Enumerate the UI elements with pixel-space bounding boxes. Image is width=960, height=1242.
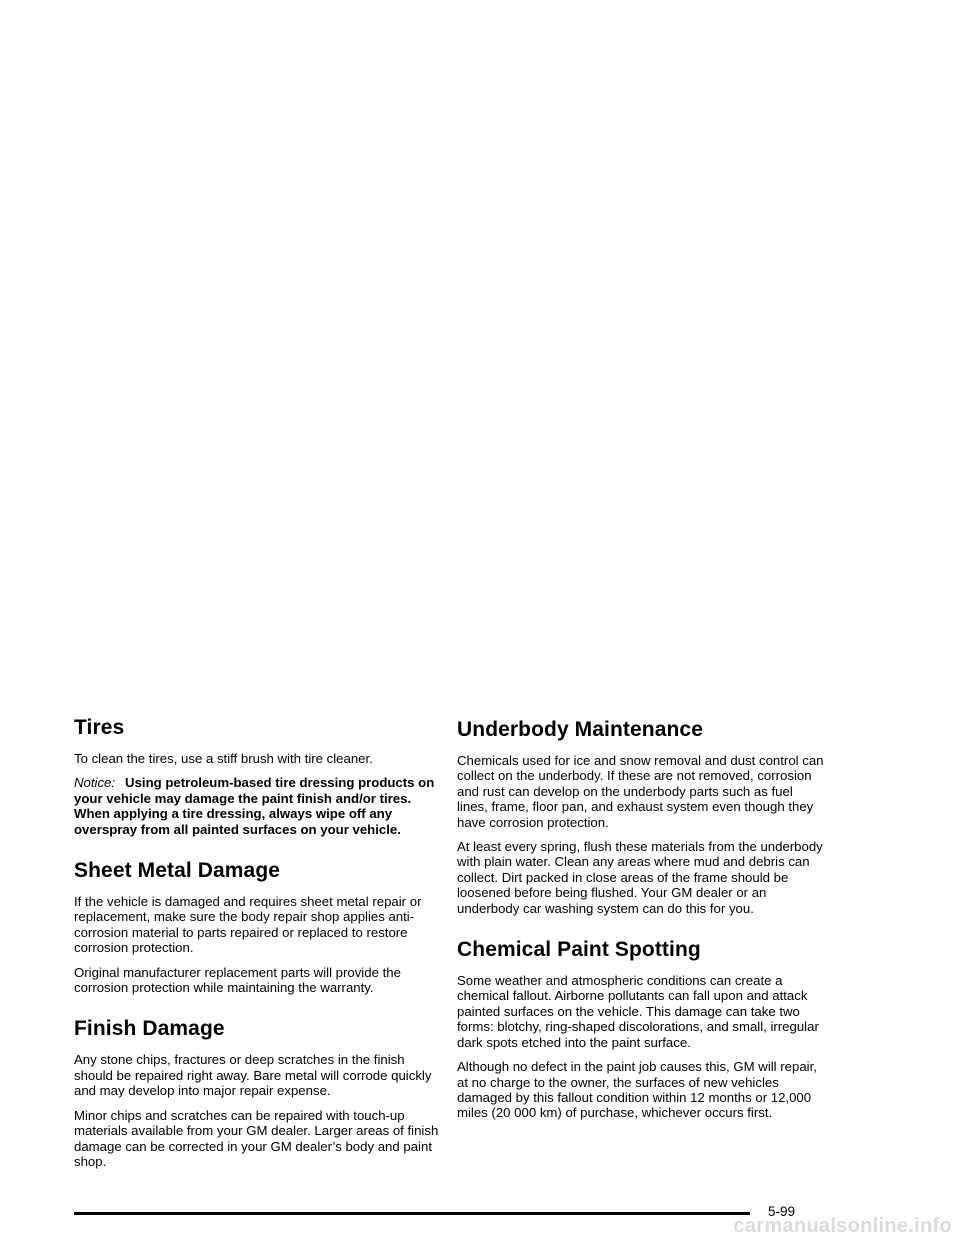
tires-heading: Tires	[74, 716, 125, 739]
chemical-paint-section	[457, 938, 827, 1121]
underbody-section	[457, 718, 827, 916]
notice-label: Notice:	[74, 775, 116, 791]
finish-damage-heading: Finish Damage	[74, 1017, 225, 1041]
sheet-metal-paragraph-1: If the vehicle is damaged and requires sheet metal repair or replacement, make sure the body repair shop applies anti-corrosion material to parts repaired or replaced to restore corrosion protection.	[74, 894, 422, 956]
footer-rule	[74, 1212, 750, 1215]
sheet-metal-paragraph-2: Original manufacturer replacement parts will provide the corrosion protection while maintaining the warranty.	[74, 964, 401, 996]
underbody-paragraph-2: At least every spring, flush these materials from the underbody with plain water. Clean any areas where mud and debris can collect. Dirt packed in close areas of the frame should be loosened before being flushed. Your GM dealer or an underbody car washing system can do this for you.	[457, 839, 823, 916]
tires-notice	[74, 775, 444, 837]
chemical-paint-paragraph-2: Although no defect in the paint job causes this, GM will repair, at no charge to the owner, the surfaces of new vehicles damaged by this fallout condition within 12 months or 12,000 miles (20 000 km) of purchase, whichever occurs first.	[457, 1059, 817, 1121]
site-watermark: carmanualsonline.info	[733, 1215, 952, 1237]
sheet-metal-section	[74, 859, 444, 995]
underbody-paragraph-1: Chemicals used for ice and snow removal and dust control can collect on the underbody. If these are not removed, corrosion and rust can develop on the underbody parts such as fuel lines, frame, floor pan, and exhaust system even though they have corrosion protection.	[457, 753, 824, 830]
page-number: 5-99	[768, 1204, 796, 1219]
sheet-metal-heading: Sheet Metal Damage	[74, 859, 281, 883]
notice-text: Using petroleum-based tire dressing products on your vehicle may damage the paint finish and/or tires. When applying a tire dressing, always wipe off any overspray from all painted surfaces on your vehicle.	[74, 775, 435, 837]
chemical-paint-heading: Chemical Paint Spotting	[457, 938, 701, 962]
finish-damage-paragraph-2: Minor chips and scratches can be repaired with touch-up materials available from your GM dealer. Larger areas of finish damage can be corrected in your GM dealer’s body and paint shop.	[74, 1107, 439, 1169]
tires-paragraph: To clean the tires, use a stiff brush with tire cleaner.	[74, 751, 373, 766]
right-column	[457, 716, 827, 1130]
finish-damage-paragraph-1: Any stone chips, fractures or deep scratches in the finish should be repaired right away. Bare metal will corrode quickly and may develop into major repair expense.	[74, 1052, 432, 1099]
tires-section	[74, 716, 444, 837]
finish-damage-section	[74, 1017, 444, 1169]
underbody-heading: Underbody Maintenance	[457, 718, 703, 741]
chemical-paint-paragraph-1: Some weather and atmospheric conditions can create a chemical fallout. Airborne pollutants can fall upon and attack painted surfaces on the vehicle. This damage can take two forms: blotchy, ring-shaped discolorations, and small, irregular dark spots etched into the paint surface.	[457, 973, 819, 1050]
left-column	[74, 716, 444, 1178]
